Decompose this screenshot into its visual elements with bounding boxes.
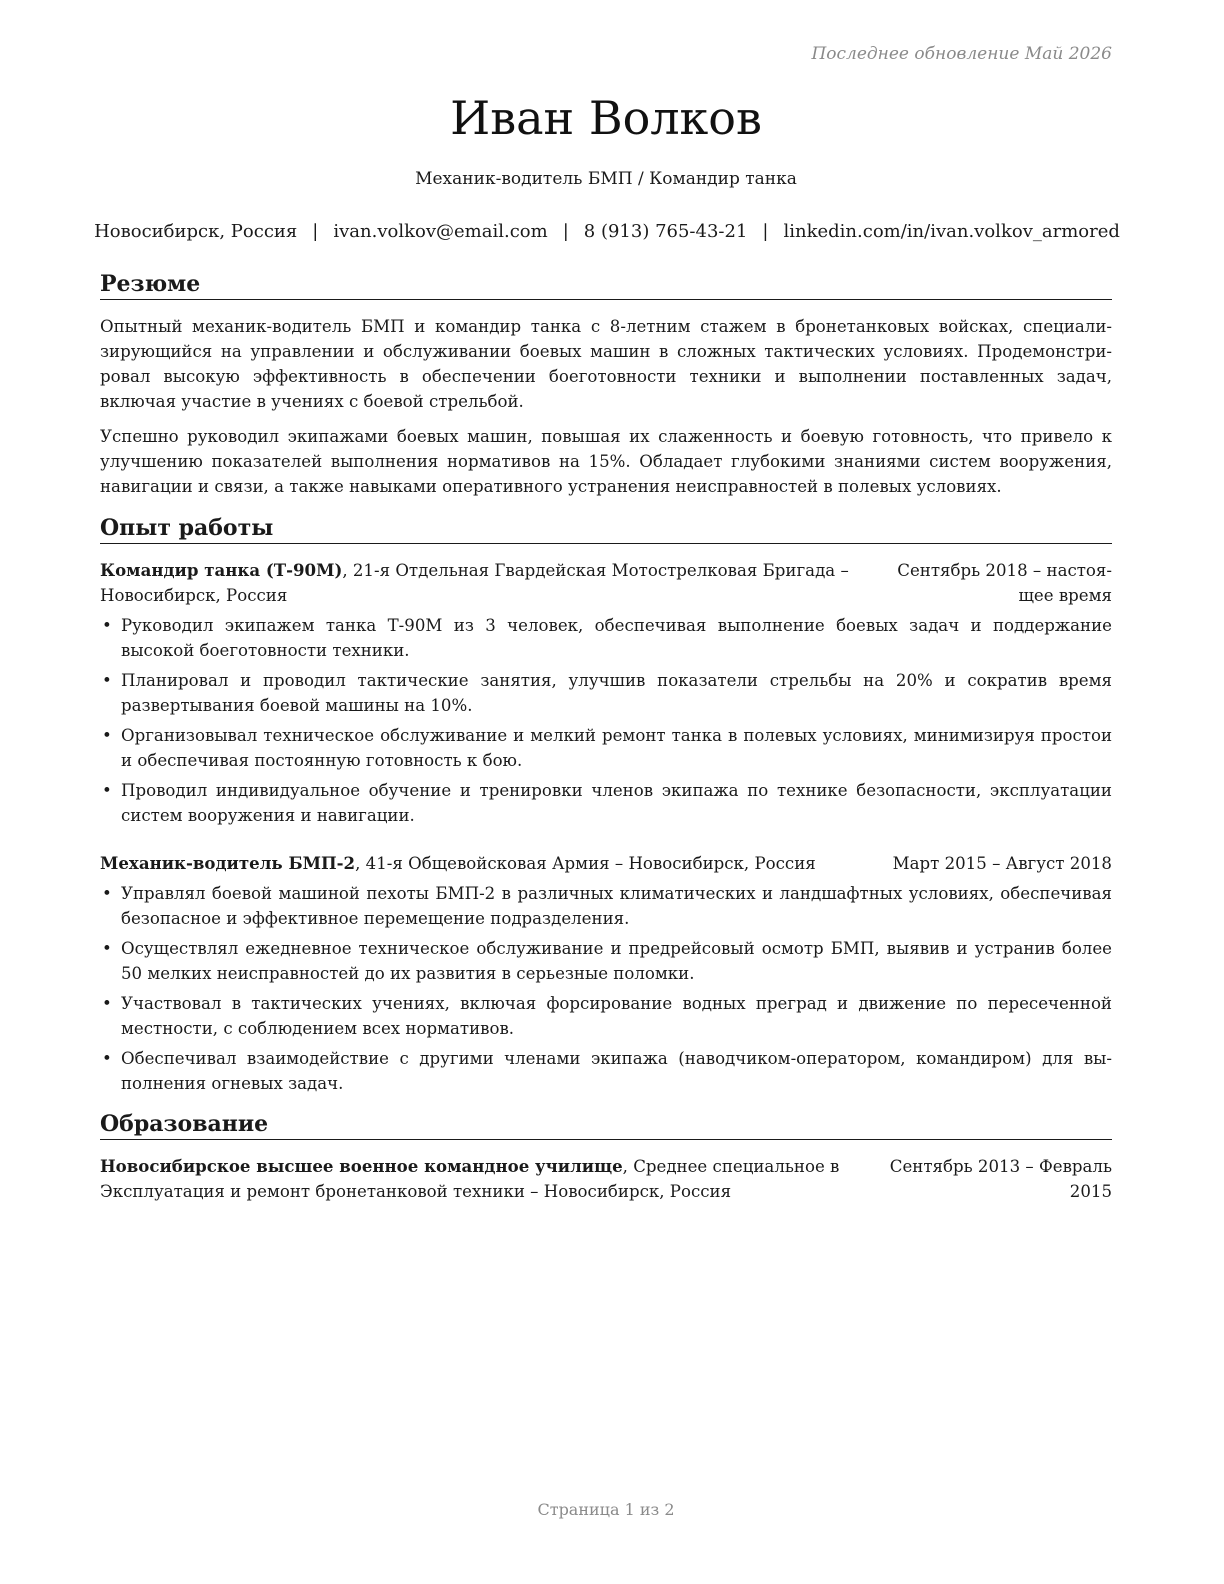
- summary-paragraph-1: Опытный механик-водитель БМП и командир танка с 8-летним стажем в бронетанковых войсках, специализирующийся на управлении и обслуживании боевых машин в сложных тактических условиях. Продемонстрировал высокую эффективность в обеспечении боеготовности техники и выполнении поставленных задач, включая участие в учениях с боевой стрельбой.: [100, 317, 1112, 411]
- job-org: , 41-я Общевойсковая Армия – Новосибирск, Россия: [355, 854, 816, 873]
- resume-page: [94, 0, 1120, 1584]
- list-item: • Обеспечивал взаимодействие с другими членами экипажа (наводчиком-оператором, командиром) для выполнения огневых задач.: [102, 1049, 1112, 1093]
- contact-line: [94, 218, 1120, 246]
- list-item: • Планировал и проводил тактические занятия, улучшив показатели стрельбы на 20% и сократив время развертывания боевой машины на 10%.: [102, 671, 1112, 715]
- job-location: Новосибирск, Россия: [100, 586, 288, 605]
- job-bullets: [100, 613, 1112, 833]
- summary-paragraph-2: Успешно руководил экипажами боевых машин, повышая их слаженность и боевую готовность, что привело к улучшению показателей выполнения нормативов на 15%. Обладает глубокими знаниями систем вооружения, навигации и связи, а также навыками оперативного устранения неисправностей в полевых условиях.: [100, 427, 1112, 496]
- section-heading-experience: Опыт работы: [100, 513, 1112, 544]
- job-dates: Март 2015 – Август 2018: [892, 854, 1112, 873]
- job-dates-continued: щее время: [1018, 586, 1112, 605]
- contact-linkedin[interactable]: linkedin.com/in/ivan.volkov_armored: [783, 221, 1120, 242]
- job-bullets: [100, 881, 1112, 1101]
- list-item: • Участвовал в тактических учениях, включая форсирование водных преград и движение по пересеченной местности, с соблюдением всех нормативов.: [102, 994, 1112, 1038]
- job-role-line: [100, 558, 849, 583]
- education-dates: Сентябрь 2013 – Февраль: [889, 1157, 1112, 1176]
- contact-email[interactable]: ivan.volkov@email.com: [333, 221, 548, 242]
- education-entry-header: [100, 1154, 1112, 1204]
- job-dates: Сентябрь 2018 – настоя-: [897, 561, 1112, 580]
- bullet-text: Организовывал техническое обслуживание и мелкий ремонт танка в полевых условиях, минимизируя простои и обеспечивая постоянную готовность к бою.: [121, 726, 1112, 770]
- bullet-text: Управлял боевой машиной пехоты БМП-2 в различных климатических и ландшафтных условиях, обеспечивая безопасное и эффективное перемещение подразделения.: [121, 884, 1112, 928]
- job-role-line: [100, 851, 816, 876]
- bullet-text: Планировал и проводил тактические занятия, улучшив показатели стрельбы на 20% и сократив время развертывания боевой машины на 10%.: [121, 671, 1112, 715]
- bullet-text: Обеспечивал взаимодействие с другими членами экипажа (наводчиком-оператором, командиром) для выполнения огневых задач.: [121, 1049, 1112, 1093]
- last-updated: Последнее обновление Май 2026: [811, 44, 1112, 64]
- job-entry-header: [100, 851, 1112, 876]
- education-degree: , Среднее специальное в: [622, 1157, 840, 1176]
- education-school-line: [100, 1154, 839, 1179]
- education-dates-continued: 2015: [1069, 1182, 1112, 1201]
- contact-separator: |: [762, 221, 769, 242]
- bullet-text: Проводил индивидуальное обучение и тренировки членов экипажа по технике безопасности, эксплуатации систем вооружения и навигации.: [121, 781, 1112, 825]
- job-role: Командир танка (Т-90М): [100, 560, 343, 580]
- job-role: Механик-водитель БМП-2: [100, 853, 356, 873]
- section-heading-education: Образование: [100, 1109, 1112, 1140]
- section-heading-summary: Резюме: [100, 269, 1112, 300]
- contact-location: Новосибирск, Россия: [94, 221, 298, 242]
- bullet-text: Участвовал в тактических учениях, включая форсирование водных преград и движение по пересеченной местности, с соблюдением всех нормативов.: [121, 994, 1112, 1038]
- education-program: Эксплуатация и ремонт бронетанковой техники – Новосибирск, Россия: [100, 1182, 732, 1201]
- list-item: • Осуществлял ежедневное техническое обслуживание и предрейсовый осмотр БМП, выявив и устранив более 50 мелких неисправностей до их развития в серьезные поломки.: [102, 939, 1112, 983]
- page-number: Страница 1 из 2: [537, 1500, 675, 1519]
- bullet-text: Руководил экипажем танка Т-90М из 3 человек, обеспечивая выполнение боевых задач и поддержание высокой боеготовности техники.: [121, 616, 1112, 660]
- education-school: Новосибирское высшее военное командное училище: [100, 1156, 623, 1176]
- list-item: • Организовывал техническое обслуживание и мелкий ремонт танка в полевых условиях, минимизируя простои и обеспечивая постоянную готовность к бою.: [102, 726, 1112, 770]
- job-org: , 21-я Отдельная Гвардейская Мотострелковая Бригада –: [342, 561, 849, 580]
- bullet-text: Осуществлял ежедневное техническое обслуживание и предрейсовый осмотр БМП, выявив и устранив более 50 мелких неисправностей до их развития в серьезные поломки.: [121, 939, 1112, 983]
- contact-phone: 8 (913) 765-43-21: [583, 221, 748, 242]
- person-name: Иван Волков: [450, 91, 762, 145]
- list-item: • Управлял боевой машиной пехоты БМП-2 в различных климатических и ландшафтных условиях, обеспечивая безопасное и эффективное перемещение подразделения.: [102, 884, 1112, 928]
- job-entry-header: [100, 558, 1112, 608]
- contact-separator: |: [312, 221, 319, 242]
- list-item: • Проводил индивидуальное обучение и тренировки членов экипажа по технике безопасности, эксплуатации систем вооружения и навигации.: [102, 781, 1112, 825]
- contact-separator: |: [562, 221, 569, 242]
- list-item: • Руководил экипажем танка Т-90М из 3 человек, обеспечивая выполнение боевых задач и поддержание высокой боеготовности техники.: [102, 616, 1112, 660]
- job-title: Механик-водитель БМП / Командир танка: [415, 169, 797, 189]
